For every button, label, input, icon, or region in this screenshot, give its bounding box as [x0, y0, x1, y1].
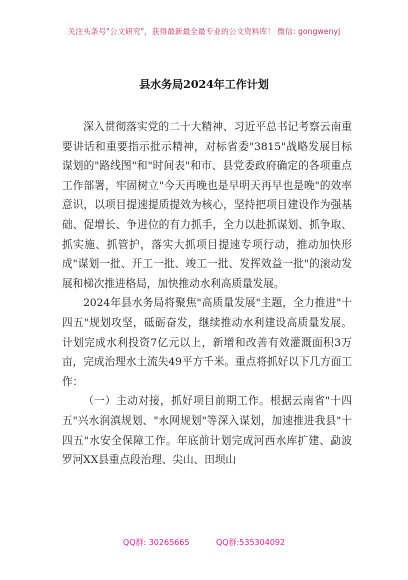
paragraph-intro: 深入贯彻落实党的二十大精神、习近平总书记考察云南重要讲话和重要指示批示精神，对标省委"3815"战略发展目标谋划的"路线图"和"时间表"和市、县党委政府确定的各项重点工作部署，牢固树立"今天再晚也是早明天再早也是晚"的效率意识，以项目提速提质提效为核心，坚持把项目建设作为强基础、促增长、争进位的有力抓手，全力以赴抓谋划、抓争取、抓实施、抓管护，落实大抓项目提速专项行动，推动加快形成"谋划一批、开工一批、竣工一批、发挥效益一批"的滚动发展和梯次推进格局，加快推动水利高质量发展。 [62, 121, 352, 290]
footer-qq-group-2: QQ群:535304092 [216, 538, 286, 547]
paragraph-item-1: （一）主动对接，抓好项目前期工作。根据云南省"十四五"兴水润滇规划、"水网规划"等深入谋划，加速推进我县"十四五"水安全保障工作。年底前计划完成河西水库扩建、勐波罗河XX县重点段治理、尖山、田坝山 [62, 395, 352, 467]
footer-qq-group-1: QQ群: 30265665 [122, 538, 190, 547]
header-banner: 关注头条号"公文研究"，获得最新最全最专业的公文资料库！ 微信: gongwenyj [67, 27, 341, 36]
document-title: 县水务局2024年工作计划 [139, 78, 269, 91]
document-body [62, 118, 352, 471]
footer [0, 537, 408, 548]
paragraph-goals: 2024年县水务局将聚焦"高质量发展"主题，全力推进"十四五"规划攻坚，砥砺奋发，继续推动水利建设高质量发展。计划完成水利投资7亿元以上，新增和改善有效灌溉面积3万亩，完成治理水土流失49平方千米。重点将抓好以下几方面工作： [62, 297, 352, 388]
